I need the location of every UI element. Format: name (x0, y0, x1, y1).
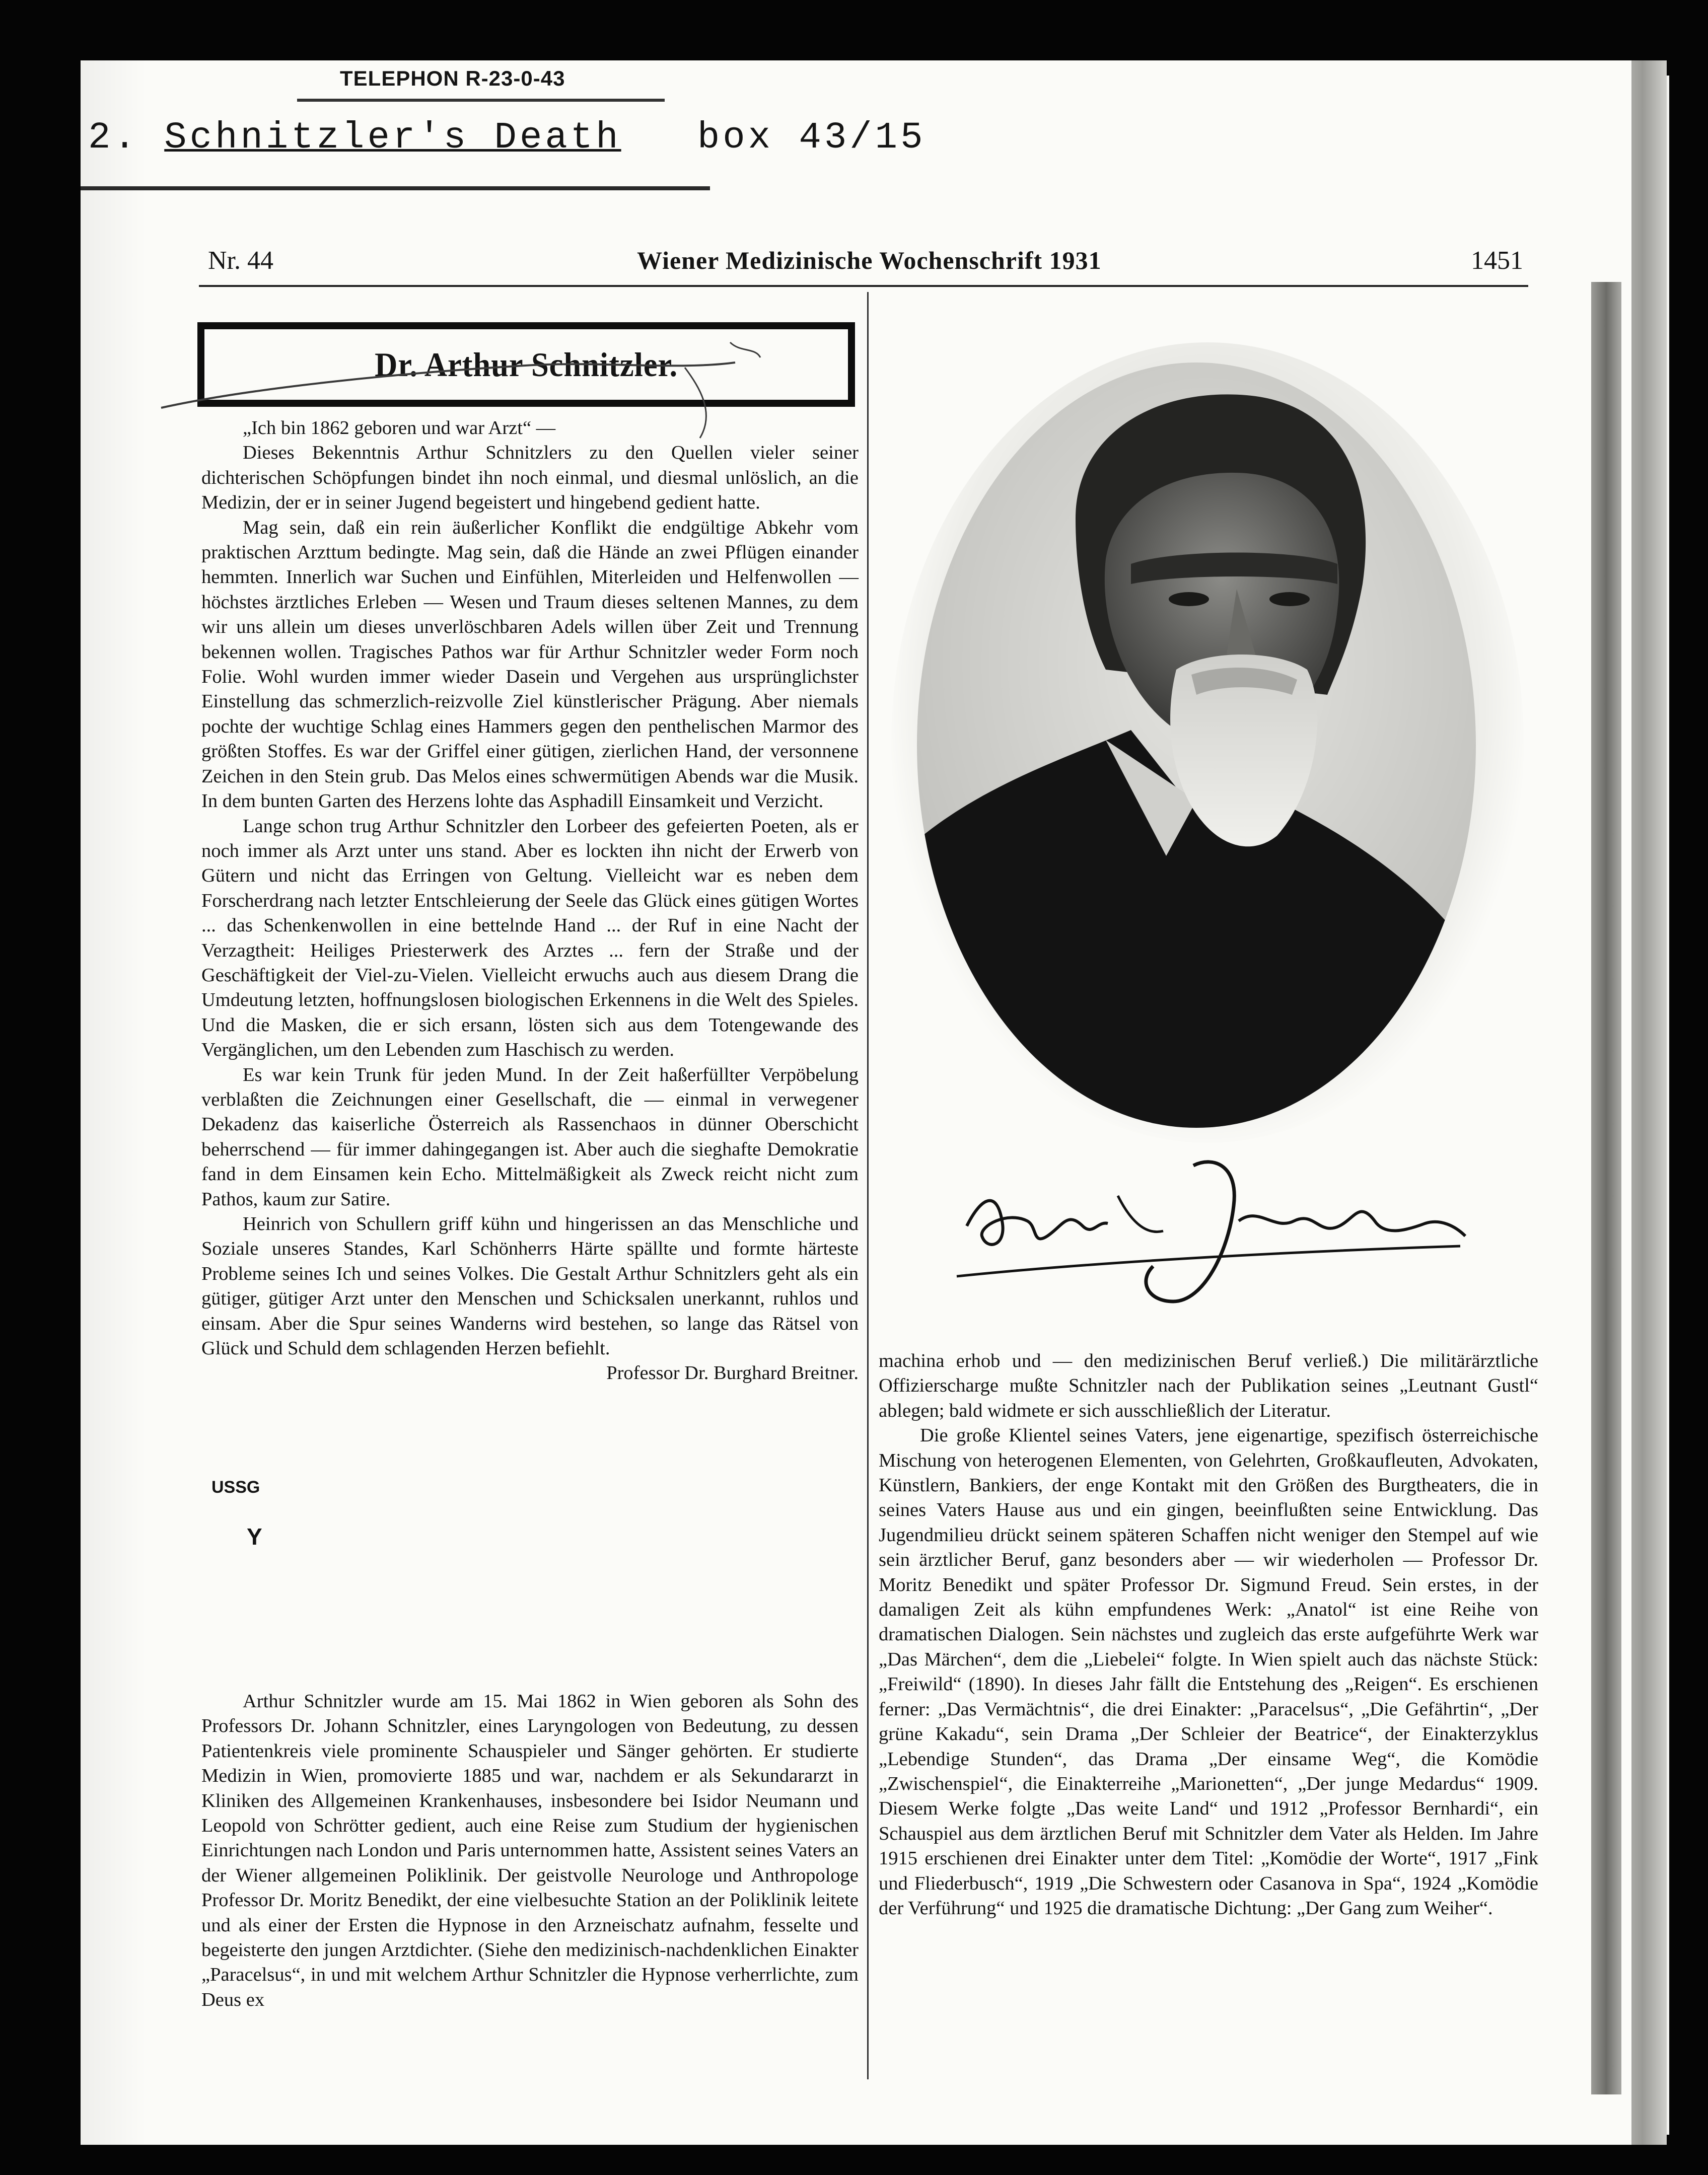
stamp-text: Y (247, 1524, 262, 1550)
stamp-text: USSG (211, 1478, 260, 1497)
telephone-label: TELEPHON R-23-0-43 (340, 66, 565, 90)
quote-paragraph: „Ich bin 1862 geboren und war Arzt“ — (243, 417, 556, 439)
handwritten-signature (952, 1135, 1475, 1317)
folder-index: 2. (88, 117, 139, 159)
archive-rule (81, 186, 710, 190)
biography-column-right (879, 1349, 1538, 1921)
portrait-photo (894, 347, 1519, 1135)
label-underline (297, 99, 665, 102)
biography-paragraph: machina erhob und — den medizinischen Beruf verließ.) Die militärärztliche Offizierscharge mußte Schnitzler nach der Publikation seines „Leutnant Gustl“ ablegen; bald widmete er sich ausschließlich der Literatur. (879, 1350, 1538, 1421)
issue-number: Nr. 44 (208, 246, 273, 275)
biography-paragraph: Die große Klientel seines Vaters, jene eigenartige, spezifisch österreichische Mischung von heterogenen Elementen, von Gelehrten, Großkaufleuten, Advokaten, Künstlern, Bankiers, der enge Kontakt mit den Größen des Burgtheaters, die in seines Vaters Hause aus und ein gingen, beeinflußten seine Entwicklung. Das Jugendmilieu drückt seinem späteren Schaffen nicht weniger den Stempel auf wie sein ärztlicher Beruf, ganz besonders aber — wir wiederholen — Professor Dr. Moritz Benedikt und später Professor Dr. Sigmund Freud. Sein erstes, in der damaligen Zeit als kühn empfundenes Werk: „Anatol“ ist eine Reihe von dramatischen Dialogen. Sein nächstes und zugleich das erste aufgeführte Werk war „Das Märchen“, dem die „Liebelei“ folgte. In Wien spielt auch das nächste Stück: „Freiwild“ (1890). In dieses Jahr fällt die Entstehung des „Reigen“. Es erschienen ferner: „Das Vermächtnis“, die drei Einakter: „Paracelsus“, „Die Gefährtin“, „Der grüne Kakadu“, sein Drama „Der Schleier der Beatrice“, der Einakterzyklus „Lebendige Stunden“, das Drama „Der einsame Weg“, die Komödie „Zwischenspiel“, die Einakterreihe „Marionetten“, „Der junge Medardus“ 1909. Diesem Werke folgte „Das weite Land“ und 1912 „Professor Bernhardi“, ein Schauspiel aus dem ärztlichen Beruf mit Schnitzler dem Vater als Helden. Im Jahre 1915 erschienen drei Einakter unter dem Titel: „Komödie der Worte“, 1917 „Fink und Fliederbusch“, 1919 „Die Schwestern oder Casanova in Spa“, 1924 „Komödie der Verführung“ und 1925 die dramatische Dichtung: „Der Gang zum Weiher“. (879, 1425, 1538, 1919)
column-divider (867, 292, 869, 2079)
archive-folder-line (88, 117, 926, 159)
box-number: box 43/15 (697, 117, 926, 159)
folder-title: Schnitzler's Death (164, 117, 621, 159)
intro-paragraph: Es war kein Trunk für jeden Mund. In der Zeit haßerfüllter Verpöbelung verblaßten die Zeichnungen einer Gesellschaft, die — einmal in verwegener Dekadenz das kaiserliche Österreich als Rassenchaos in dünner Oberschicht beherrschend — für immer dahingegangen ist. Aber auch die sieghafte Demokratie fand in dem Einsamen kein Echo. Mittelmäßigkeit als Zweck reicht nicht zum Pathos, kaum zur Satire. (201, 1064, 859, 1210)
article-intro-column (201, 416, 859, 1386)
biography-paragraph: Arthur Schnitzler wurde am 15. Mai 1862 in Wien geboren als Sohn des Professors Dr. Johann Schnitzler, eines Laryngologen von Bedeutung, zu dessen Patientenkreis viele prominente Schauspieler und Sänger gehörten. Er studierte Medizin in Wien, promovierte 1885 und war, nachdem er als Sekundararzt in Kliniken des Allgemeinen Krankenhauses, insbesondere bei Isidor Neumann und Leopold von Schrötter gedient, auch eine Reise zum Studium der hygienischen Einrichtungen nach London und Paris unternommen hatte, Assistent seines Vaters an der Wiener allgemeinen Poliklinik. Der geistvolle Neurologe und Anthropologe Professor Dr. Moritz Benedikt, der eine vielbesuchte Station an der Poliklinik leitete und als einer der Ersten die Hypnose in den Arzneischatz aufnahm, fesselte und begeisterte den jungen Arztdichter. (Siehe den medizinisch-nachdenklichen Einakter „Paracelsus“, in und mit welchem Arthur Schnitzler die Hypnose verherrlichte, zum Deus ex (201, 1691, 859, 2010)
intro-paragraph: Dieses Bekenntnis Arthur Schnitzlers zu den Quellen vieler seiner dichterischen Schöpfungen bindet ihn noch einmal, und diesmal unlöslich, an die Medizin, der er in seiner Jugend begeistert und hingebend gedient hatte. (201, 442, 859, 514)
page-number: 1451 (1471, 246, 1523, 275)
article-title: Dr. Arthur Schnitzler. (375, 345, 678, 384)
author-byline: Professor Dr. Burghard Breitner. (606, 1362, 859, 1384)
intro-paragraph: Heinrich von Schullern griff kühn und hingerissen an das Menschliche und Soziale unseres Standes, Karl Schönherrs Härte spällte und formte härteste Probleme seines Ich und seines Volkes. Die Gestalt Arthur Schnitzlers geht als ein gütiger, gütiger Arzt unter den Menschen und Schicksalen unerkannt, ruhlos und einsam. Aber die Spur seines Wanderns wird bestehen, so lange das Rätsel von Glück und Schuld dem schlagenden Herzen befiehlt. (201, 1213, 859, 1359)
header-rule (199, 285, 1528, 287)
page-margin-shade (81, 60, 146, 2145)
intro-paragraph: Lange schon trug Arthur Schnitzler den Lorbeer des gefeierten Poeten, als er noch immer als Arzt unter uns stand. Aber es lockten ihn nicht der Erwerb von Gütern und nicht das Erringen von Geltung. Vielleicht war es neben dem Forscherdrang nach letzter Entschleierung der Seele das Glück eines gütigen Wortes ... das Schenkenwollen in eine bettelnde Hand ... der Ruf in eine Nacht der Verzagtheit: Heiliges Priesterwerk des Arztes ... fern der Straße und der Geschäftigkeit der Viel-zu-Vielen. Vielleicht erwuchs auch aus diesem Drang die Umdeutung letzten, hoffnungslosen biologischen Erkennens in die Welt des Spieles. Und die Masken, die er sich ersann, lösten sich aus dem Totengewande des Vergänglichen, um den Lebenden zum Haschisch zu werden. (201, 815, 859, 1061)
journal-title: Wiener Medizinische Wochenschrift 1931 (637, 246, 1102, 274)
scan-edge-shadow (1591, 282, 1621, 2094)
biography-column-left (201, 1689, 859, 2012)
journal-header (199, 246, 1523, 281)
intro-paragraph: Mag sein, daß ein rein äußerlicher Konflikt die endgültige Abkehr vom praktischen Arzttum bedingte. Mag sein, daß die Hände an zwei Pflügen einander hemmten. Innerlich war Suchen und Einfühlen, Miterleiden und Helfenwollen — höchstes ärztliches Erleben — Wesen und Traum dieses seltenen Mannes, zu dem wir uns allein um dieses unverlöschbaren Adels willen über Zeit und Trennung bekennen wollen. Tragisches Pathos war für Arthur Schnitzler weder Form noch Folie. Wohl wurden immer wieder Dasein und Vergehen aus ursprünglichster Einstellung das schmerzlich-reizvolle Ziel künstlerischer Prägung. Aber niemals pochte der wuchtige Schlag eines Hammers gegen den penthelischen Marmor des größten Stoffes. Es war der Griffel einer gütigen, zierlichen Hand, der versonnene Zeichen in den Stein grub. Das Melos eines schwermütigen Abends war die Musik. In dem bunten Garten des Herzens lohte das Asphadill Einsamkeit und Verzicht. (201, 517, 859, 812)
